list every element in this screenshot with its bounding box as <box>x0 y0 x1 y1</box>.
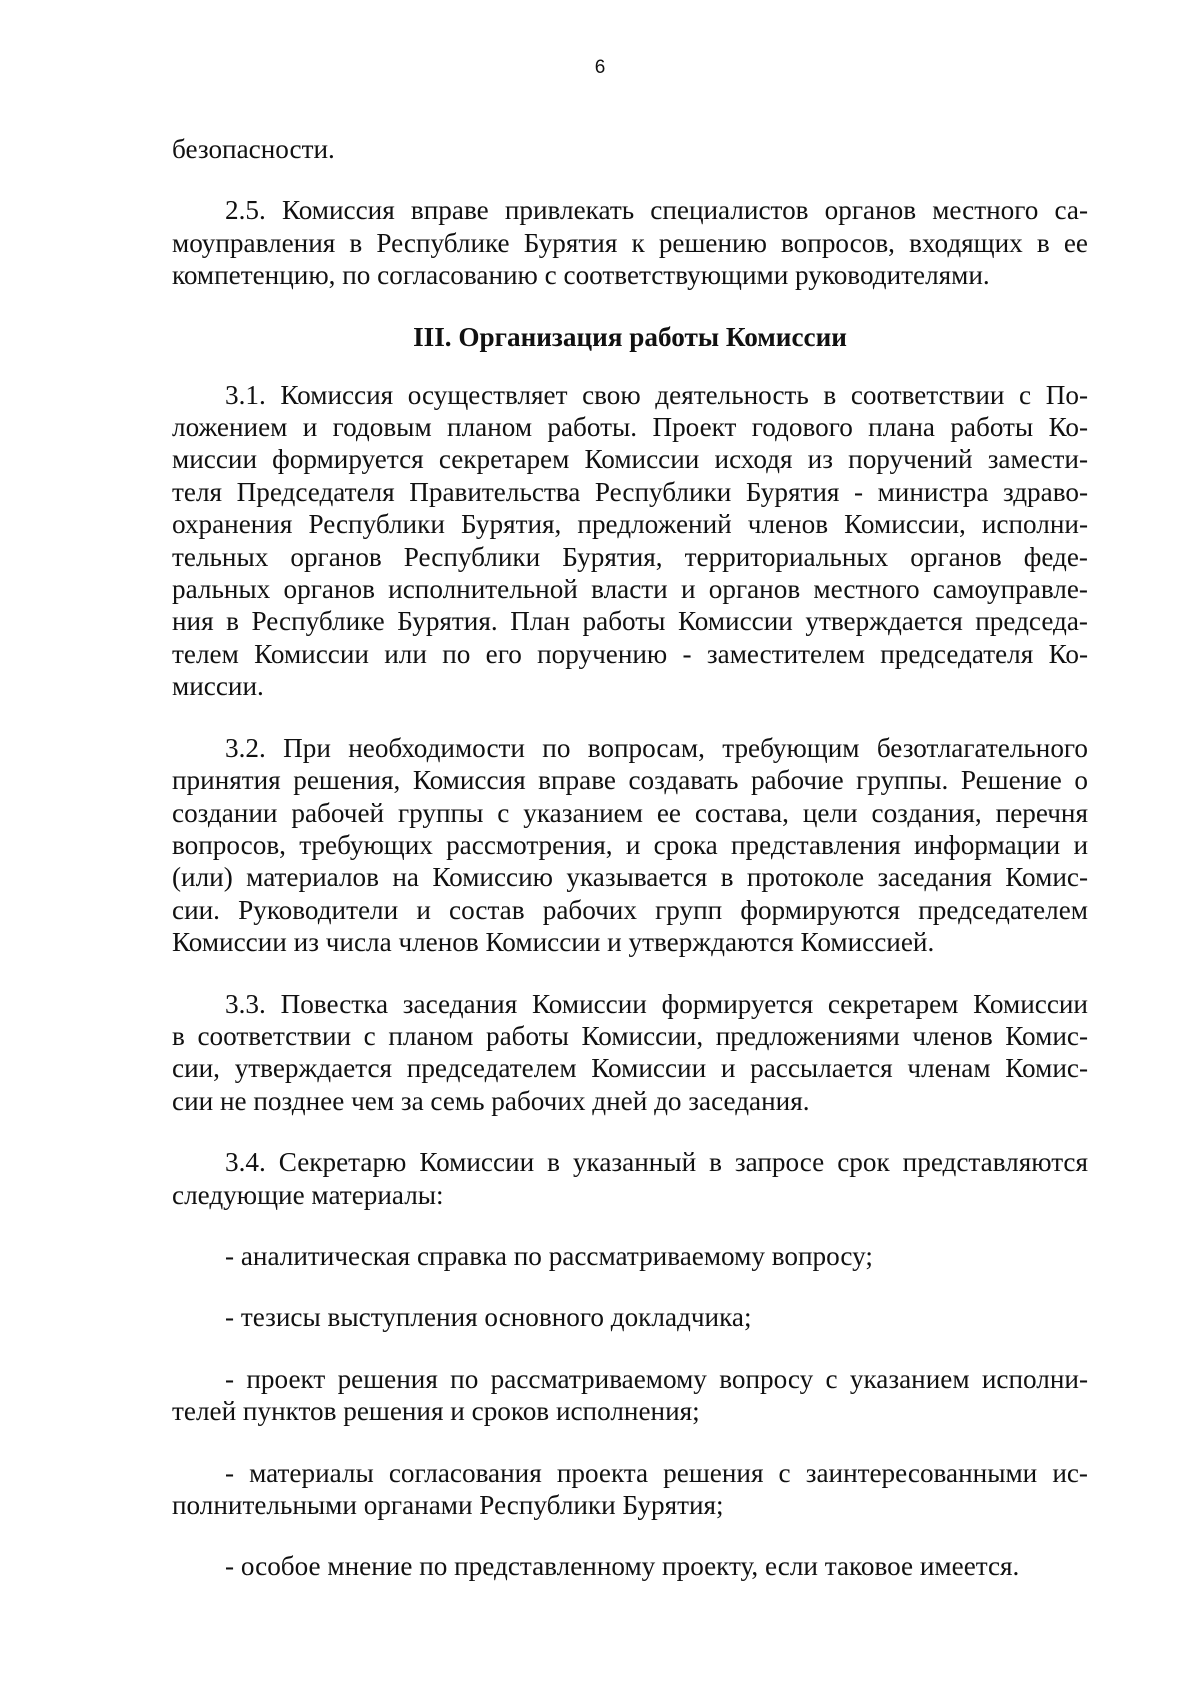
section-heading: III. Организация работы Комиссии <box>413 321 847 352</box>
document-body <box>172 133 1088 1612</box>
list-item <box>172 1457 1088 1522</box>
list-item <box>172 1240 1088 1272</box>
text-line: сии, утверждается председателем Комиссии и рассылается членам Комис- <box>172 1053 1088 1084</box>
text-line: ния в Республике Бурятия. План работы Комиссии утверждается председа- <box>172 606 1088 637</box>
text-line: - тезисы выступления основного докладчика; <box>225 1302 752 1333</box>
text-line: сии. Руководители и состав рабочих групп формируются председателем <box>172 894 1088 925</box>
text-line: миссии формируется секретарем Комиссии исходя из поручений замести- <box>172 444 1088 475</box>
paragraph-continuation <box>172 133 1088 165</box>
text-line: - особое мнение по представленному проекту, если таковое имеется. <box>225 1551 1020 1582</box>
text-line: телей пунктов решения и сроков исполнения; <box>172 1396 700 1427</box>
text-line: - проект решения по рассматриваемому вопросу с указанием исполни- <box>225 1363 1088 1394</box>
text-line: (или) материалов на Комиссию указывается в протоколе заседания Комис- <box>172 862 1088 893</box>
list-item <box>172 1301 1088 1333</box>
paragraph-3-1 <box>172 379 1088 703</box>
text-line: Комиссии из числа членов Комиссии и утверждаются Комиссией. <box>172 927 935 958</box>
text-line: принятия решения, Комиссия вправе создавать рабочие группы. Решение о <box>172 765 1088 796</box>
text-line: 3.2. При необходимости по вопросам, требующим безотлагательного <box>225 732 1088 763</box>
text-line: в соответствии с планом работы Комиссии, предложениями членов Комис- <box>172 1020 1088 1051</box>
page-number: 6 <box>594 57 606 78</box>
text-line: теля Председателя Правительства Республики Бурятия - министра здраво- <box>172 476 1088 507</box>
paragraph-3-2 <box>172 732 1088 959</box>
list-item <box>172 1363 1088 1428</box>
text-line: - материалы согласования проекта решения с заинтересованными ис- <box>225 1457 1088 1488</box>
paragraph-3-3 <box>172 988 1088 1118</box>
text-line: тельных органов Республики Бурятия, территориальных органов феде- <box>172 541 1088 572</box>
paragraph-3-4 <box>172 1146 1088 1211</box>
text-line: 3.3. Повестка заседания Комиссии формируется секретарем Комиссии <box>225 988 1088 1019</box>
text-line: миссии. <box>172 671 264 702</box>
paragraph-2-5 <box>172 194 1088 291</box>
text-line: создании рабочей группы с указанием ее состава, цели создания, перечня <box>172 797 1088 828</box>
text-line: следующие материалы: <box>172 1179 444 1210</box>
text-line: 3.1. Комиссия осуществляет свою деятельность в соответствии с По- <box>225 379 1088 410</box>
text-line: охранения Республики Бурятия, предложений членов Комиссии, исполни- <box>172 509 1088 540</box>
text-line: 3.4. Секретарю Комиссии в указанный в запросе срок представляются <box>225 1147 1088 1178</box>
text-line: сии не позднее чем за семь рабочих дней до заседания. <box>172 1085 810 1116</box>
text-line: вопросов, требующих рассмотрения, и срока представления информации и <box>172 829 1088 860</box>
text-line: телем Комиссии или по его поручению - заместителем председателя Ко- <box>172 638 1088 669</box>
text-line: полнительными органами Республики Бурятия; <box>172 1490 724 1520</box>
text-line: ральных органов исполнительной власти и органов местного самоуправле- <box>172 574 1088 605</box>
text-line: безопасности. <box>172 134 335 164</box>
text-line: компетенцию, по согласованию с соответствующими руководителями. <box>172 260 990 291</box>
text-line: моуправления в Республике Бурятия к решению вопросов, входящих в ее <box>172 227 1088 258</box>
list-item <box>172 1550 1088 1582</box>
text-line: ложением и годовым планом работы. Проект годового плана работы Ко- <box>172 412 1088 443</box>
text-line: 2.5. Комиссия вправе привлекать специалистов органов местного са- <box>225 195 1088 226</box>
text-line: - аналитическая справка по рассматриваемому вопросу; <box>225 1240 873 1271</box>
